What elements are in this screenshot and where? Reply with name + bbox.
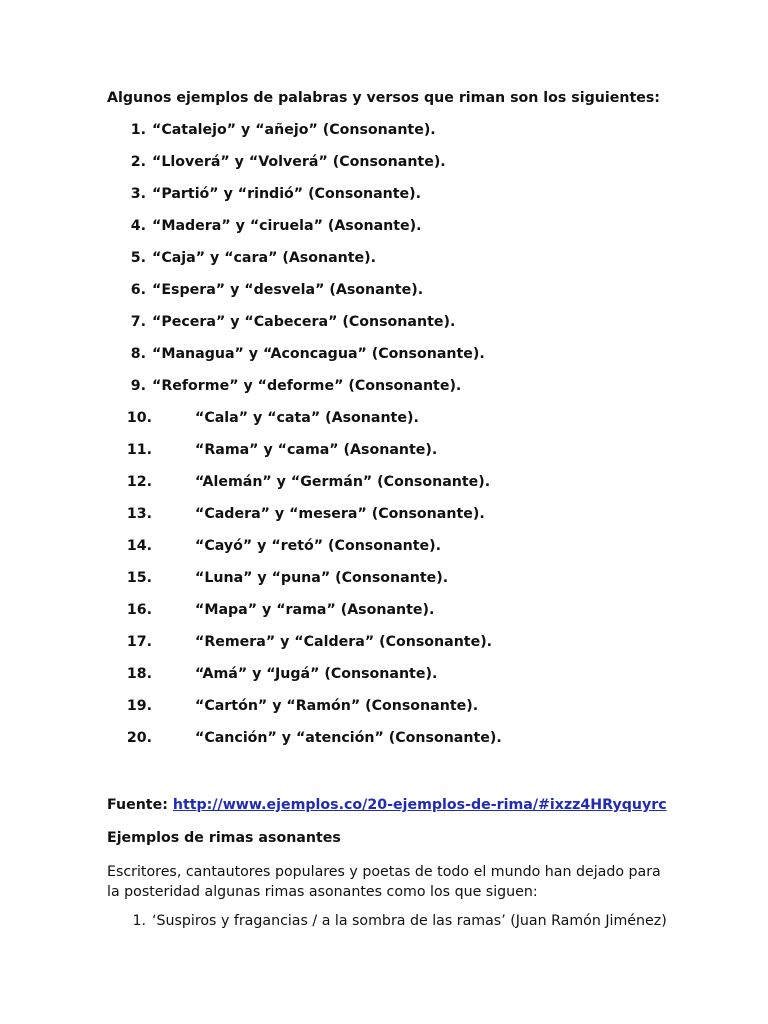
list-item-number: 13. bbox=[126, 506, 152, 522]
list-item bbox=[0, 218, 768, 238]
list-item-text: “Luna” y “puna” (Consonante). bbox=[195, 570, 449, 586]
quote-number: 1. bbox=[132, 913, 146, 929]
list-item-text: “Partió” y “rindió” (Consonante). bbox=[152, 186, 422, 202]
list-item-number: 18. bbox=[126, 666, 152, 682]
list-item bbox=[0, 698, 768, 718]
list-item bbox=[0, 122, 768, 142]
list-item-text: “Cala” y “cata” (Asonante). bbox=[195, 410, 419, 426]
list-item bbox=[0, 506, 768, 526]
list-item bbox=[0, 570, 768, 590]
list-item-text: “Cartón” y “Ramón” (Consonante). bbox=[195, 698, 479, 714]
list-item-number: 12. bbox=[126, 474, 152, 490]
list-item-text: “Mapa” y “rama” (Asonante). bbox=[195, 602, 435, 618]
list-item-text: “Amá” y “Jugá” (Consonante). bbox=[195, 666, 438, 682]
quote-text: ‘Suspiros y fragancias / a la sombra de las ramas’ (Juan Ramón Jiménez) bbox=[152, 913, 667, 929]
source-link[interactable]: http://www.ejemplos.co/20-ejemplos-de-rima/#ixzz4HRyquyrc bbox=[172, 797, 667, 813]
list-item-text: “Cadera” y “mesera” (Consonante). bbox=[195, 506, 485, 522]
list-item-number: 7. bbox=[130, 314, 146, 330]
paragraph-line: Escritores, cantautores populares y poetas de todo el mundo han dejado para bbox=[107, 864, 661, 880]
list-item-text: “Cayó” y “retó” (Consonante). bbox=[195, 538, 442, 554]
list-item-number: 8. bbox=[130, 346, 146, 362]
source-line bbox=[107, 797, 667, 813]
list-item-number: 17. bbox=[126, 634, 152, 650]
list-item-text: “Lloverá” y “Volverá” (Consonante). bbox=[152, 154, 446, 170]
list-item-number: 15. bbox=[126, 570, 152, 586]
list-item-text: “Caja” y “cara” (Asonante). bbox=[152, 250, 377, 266]
list-item-text: “Remera” y “Caldera” (Consonante). bbox=[195, 634, 493, 650]
list-item-text: “Reforme” y “deforme” (Consonante). bbox=[152, 378, 462, 394]
list-item bbox=[0, 730, 768, 750]
list-item bbox=[0, 634, 768, 654]
list-item bbox=[0, 378, 768, 398]
list-item-number: 4. bbox=[130, 218, 146, 234]
list-item bbox=[0, 602, 768, 622]
list-item bbox=[0, 474, 768, 494]
list-item-number: 10. bbox=[126, 410, 152, 426]
list-item bbox=[0, 410, 768, 430]
list-item-text: “Canción” y “atención” (Consonante). bbox=[195, 730, 502, 746]
list-item-number: 11. bbox=[126, 442, 152, 458]
list-item-text: “Catalejo” y “añejo” (Consonante). bbox=[152, 122, 436, 138]
list-item-number: 14. bbox=[126, 538, 152, 554]
intro-text: Algunos ejemplos de palabras y versos que riman son los siguientes: bbox=[107, 90, 660, 106]
list-item-number: 20. bbox=[126, 730, 152, 746]
list-item-text: “Espera” y “desvela” (Asonante). bbox=[152, 282, 424, 298]
list-item-number: 3. bbox=[130, 186, 146, 202]
list-item bbox=[0, 314, 768, 334]
list-item bbox=[0, 538, 768, 558]
list-item-number: 2. bbox=[130, 154, 146, 170]
list-item-number: 1. bbox=[130, 122, 146, 138]
list-item-number: 9. bbox=[130, 378, 146, 394]
list-item bbox=[0, 186, 768, 206]
paragraph-line: la posteridad algunas rimas asonantes como los que siguen: bbox=[107, 884, 538, 900]
list-item-number: 5. bbox=[130, 250, 146, 266]
list-item-number: 19. bbox=[126, 698, 152, 714]
list-item bbox=[0, 250, 768, 270]
intro-paragraph bbox=[107, 862, 661, 902]
list-item bbox=[0, 154, 768, 174]
list-item bbox=[0, 282, 768, 302]
list-item-text: “Pecera” y “Cabecera” (Consonante). bbox=[152, 314, 456, 330]
list-item-number: 16. bbox=[126, 602, 152, 618]
list-item-text: “Alemán” y “Germán” (Consonante). bbox=[195, 474, 491, 490]
list-item-number: 6. bbox=[130, 282, 146, 298]
list-item bbox=[0, 666, 768, 686]
section-heading: Ejemplos de rimas asonantes bbox=[107, 830, 341, 846]
list-item bbox=[0, 346, 768, 366]
list-item-text: “Madera” y “ciruela” (Asonante). bbox=[152, 218, 422, 234]
source-label: Fuente: bbox=[107, 797, 168, 813]
list-item-text: “Rama” y “cama” (Asonante). bbox=[195, 442, 438, 458]
list-item bbox=[0, 442, 768, 462]
list-item-text: “Managua” y “Aconcagua” (Consonante). bbox=[152, 346, 485, 362]
